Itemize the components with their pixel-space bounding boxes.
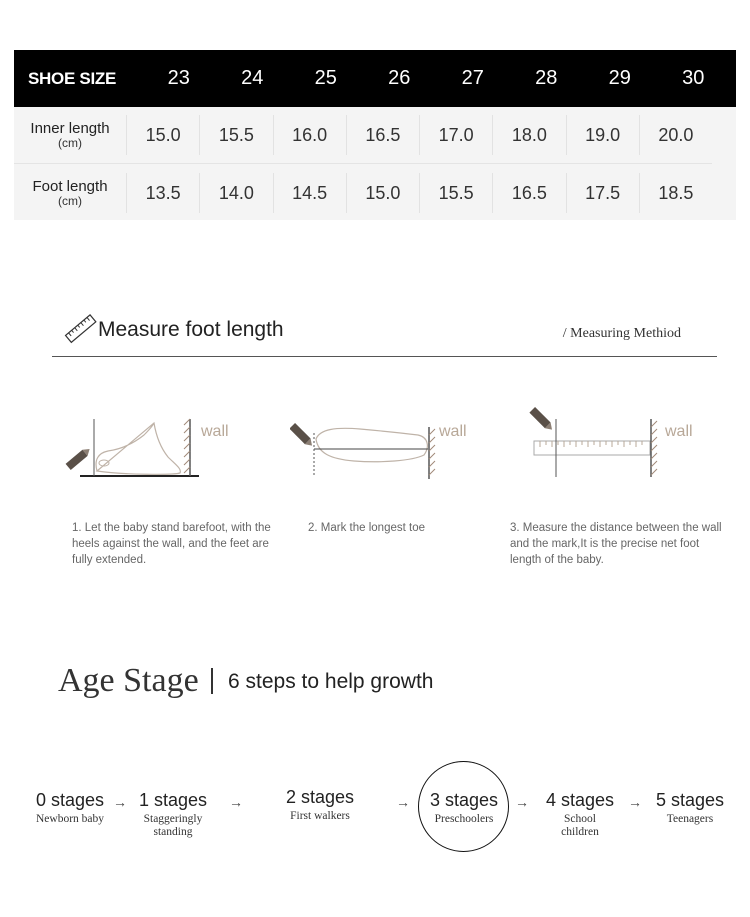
table-cell: 15.0 — [126, 115, 199, 155]
step-3-text: 3. Measure the distance between the wall and the mark,It is the precise net foot length of the baby. — [510, 522, 722, 566]
arrow-icon: → — [113, 794, 127, 810]
stage-desc: Preschoolers — [434, 813, 494, 825]
foot-top-view-figure — [290, 405, 490, 495]
size-header-cell: 26 — [388, 67, 411, 89]
stage-desc: Staggeringly standing — [143, 813, 203, 838]
age-stage-subtitle: 6 steps to help growth — [228, 670, 434, 693]
stage-desc: Teenagers — [666, 813, 714, 825]
stage-3 — [422, 790, 506, 826]
row-label — [14, 121, 126, 149]
stage-name: 2 stages — [285, 787, 355, 807]
table-body — [14, 107, 736, 220]
stage-0 — [28, 790, 112, 826]
table-row-inner-length — [14, 107, 712, 164]
table-cell: 14.0 — [199, 173, 272, 213]
wall-label: wall — [665, 423, 693, 440]
arrow-icon: → — [515, 794, 529, 810]
table-cell: 16.5 — [492, 173, 565, 213]
step-1-text: 1. Let the baby stand barefoot, with the heels against the wall, and the feet are fully extended. — [72, 522, 271, 566]
stage-1 — [133, 790, 213, 839]
row-label-text: Inner length — [30, 120, 110, 137]
table-cell: 15.0 — [346, 173, 419, 213]
row-label-unit: (cm) — [58, 136, 83, 150]
measure-title: Measure foot length — [98, 318, 284, 341]
table-cell: 18.5 — [639, 173, 712, 213]
age-stage-title: Age Stage — [58, 662, 199, 699]
wall-label: wall — [439, 423, 467, 440]
ruler-icon — [64, 312, 98, 346]
table-cell: 19.0 — [566, 115, 639, 155]
size-header-cell: 28 — [535, 67, 558, 89]
stage-desc: Newborn baby — [35, 813, 105, 825]
measure-section-header — [52, 308, 717, 357]
stage-name: 3 stages — [429, 790, 499, 810]
stage-desc: First walkers — [290, 810, 350, 822]
step-1-illustration — [64, 405, 254, 495]
size-header-cell: 27 — [461, 67, 484, 89]
stage-desc: School children — [561, 813, 599, 838]
table-cell: 17.5 — [566, 173, 639, 213]
table-cell: 17.0 — [419, 115, 492, 155]
step-2-illustration — [290, 405, 490, 495]
title-separator — [211, 668, 213, 694]
table-header-row — [14, 50, 736, 107]
stage-name: 4 stages — [545, 790, 615, 810]
arrow-icon: → — [396, 794, 410, 810]
size-header-cell: 29 — [608, 67, 631, 89]
table-cell: 13.5 — [126, 173, 199, 213]
ruler-measure-figure — [520, 405, 730, 495]
table-cell: 16.5 — [346, 115, 419, 155]
table-row-foot-length — [14, 164, 712, 221]
size-header-cell: 23 — [167, 67, 190, 89]
table-cell: 15.5 — [419, 173, 492, 213]
table-cell: 15.5 — [199, 115, 272, 155]
wall-label: wall — [201, 423, 229, 440]
stage-name: 0 stages — [35, 790, 105, 810]
table-cell: 14.5 — [273, 173, 346, 213]
arrow-icon: → — [628, 794, 642, 810]
stage-name: 1 stages — [138, 790, 208, 810]
row-label — [14, 179, 126, 207]
row-label-text: Foot length — [32, 177, 108, 195]
stage-name: 5 stages — [655, 790, 725, 810]
size-header-cell: 25 — [314, 67, 337, 89]
measure-subtitle: / Measuring Methiod — [562, 326, 681, 341]
stage-4 — [538, 790, 622, 839]
table-cell: 16.0 — [273, 115, 346, 155]
size-chart-table — [14, 50, 736, 220]
table-cell: 18.0 — [492, 115, 565, 155]
arrow-icon: → — [229, 794, 243, 810]
stage-2 — [278, 787, 362, 823]
foot-side-view-figure — [64, 405, 254, 495]
step-2-text: 2. Mark the longest toe — [308, 522, 425, 534]
row-label-unit: (cm) — [58, 193, 83, 208]
table-cell: 20.0 — [639, 115, 712, 155]
size-header-cell: 30 — [682, 67, 705, 89]
size-header-cell: 24 — [241, 67, 264, 89]
step-3-illustration — [520, 405, 730, 495]
shoe-size-header: SHOE SIZE — [28, 68, 116, 88]
stage-5 — [648, 790, 732, 826]
